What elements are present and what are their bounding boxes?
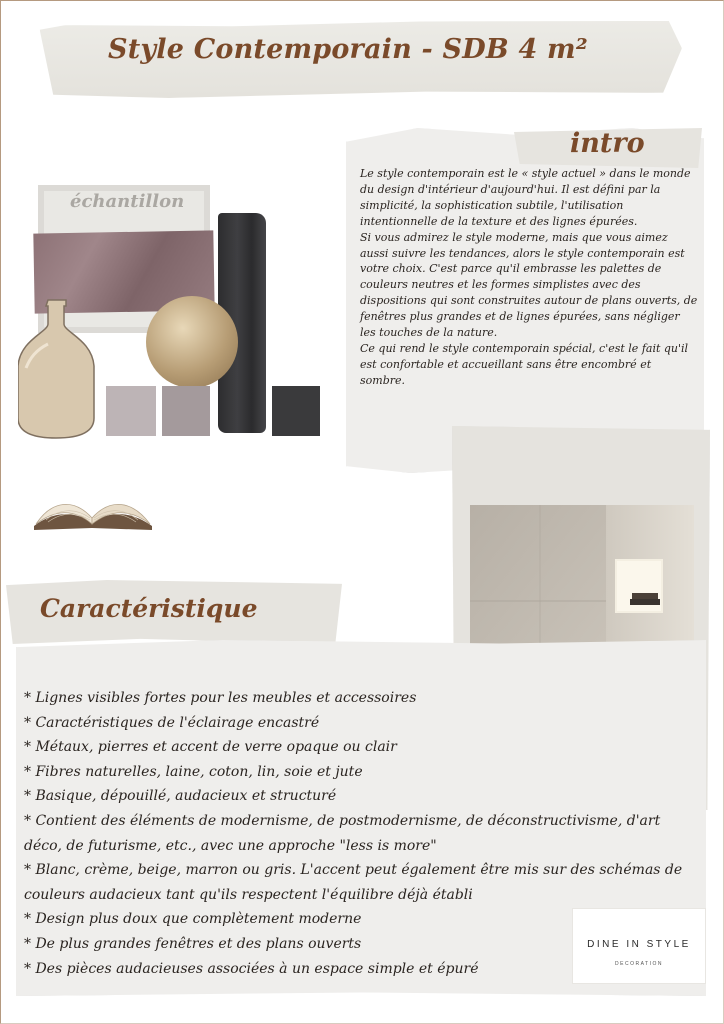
intro-text [360,166,698,389]
list-item: * Design plus doux que complètement moderne [24,911,362,928]
vase-icon [18,298,96,440]
list-item: * De plus grandes fenêtres et des plans ouverts [24,935,362,952]
list-item: * Caractéristiques de l'éclairage encastré [24,714,320,731]
logo-name: DINE IN STYLE [587,939,691,950]
gold-metal-circle [146,296,238,388]
dark-grey-swatch [272,386,320,436]
intro-paragraph: Si vous admirez le style moderne, mais que vous aimez aussi suivre les tendances, alors le style contemporain est votre choix. C'est parce qu'il embrasse les palettes de couleurs neutres et les formes simplistes avec des dispositions qui sont construites autour de plans ouverts, de fenêtres plus grandes et de lignes épurées, sans négliger les touches de la nature. [360,230,698,340]
logo-tagline: DECORATION [615,961,663,967]
list-item: * Blanc, crème, beige, marron ou gris. L'accent peut également être mis sur des schémas de couleurs audacieux tant qu'ils respectent l'équilibre déjà établi [24,862,683,903]
list-item: * Métaux, pierres et accent de verre opaque ou clair [24,739,397,756]
intro-paragraph: Le style contemporain est le « style actuel » dans le monde du design d'intérieur d'aujourd'hui. Il est défini par la simplicité, la sophistication subtile, l'utilisation intentionnelle de la texture et des lignes épurées. [360,167,691,228]
brand-logo [572,908,706,984]
list-item: * Des pièces audacieuses associées à un espace simple et épuré [24,960,479,977]
list-item: * Lignes visibles fortes pour les meubles et accessoires [24,690,417,706]
caracteristique-heading: Caractéristique [40,594,258,623]
intro-heading: intro [570,128,645,159]
open-book-icon [32,492,154,532]
mauve-dark-swatch [162,386,210,436]
list-item: * Fibres naturelles, laine, coton, lin, soie et jute [24,763,363,780]
list-item: * Contient des éléments de modernisme, de postmodernisme, de déconstructivisme, d'art déco, de futurisme, etc., avec une approche "less is more" [24,812,661,854]
page-title: Style Contemporain - SDB 4 m² [108,34,588,65]
intro-paragraph: Ce qui rend le style contemporain spécial, c'est le fait qu'il est confortable et accueillant sans être encombré et sombre. [360,341,689,387]
list-item: * Basique, dépouillé, audacieux et structuré [24,788,337,805]
sample-label: échantillon [70,191,185,212]
mauve-light-swatch [106,386,156,436]
